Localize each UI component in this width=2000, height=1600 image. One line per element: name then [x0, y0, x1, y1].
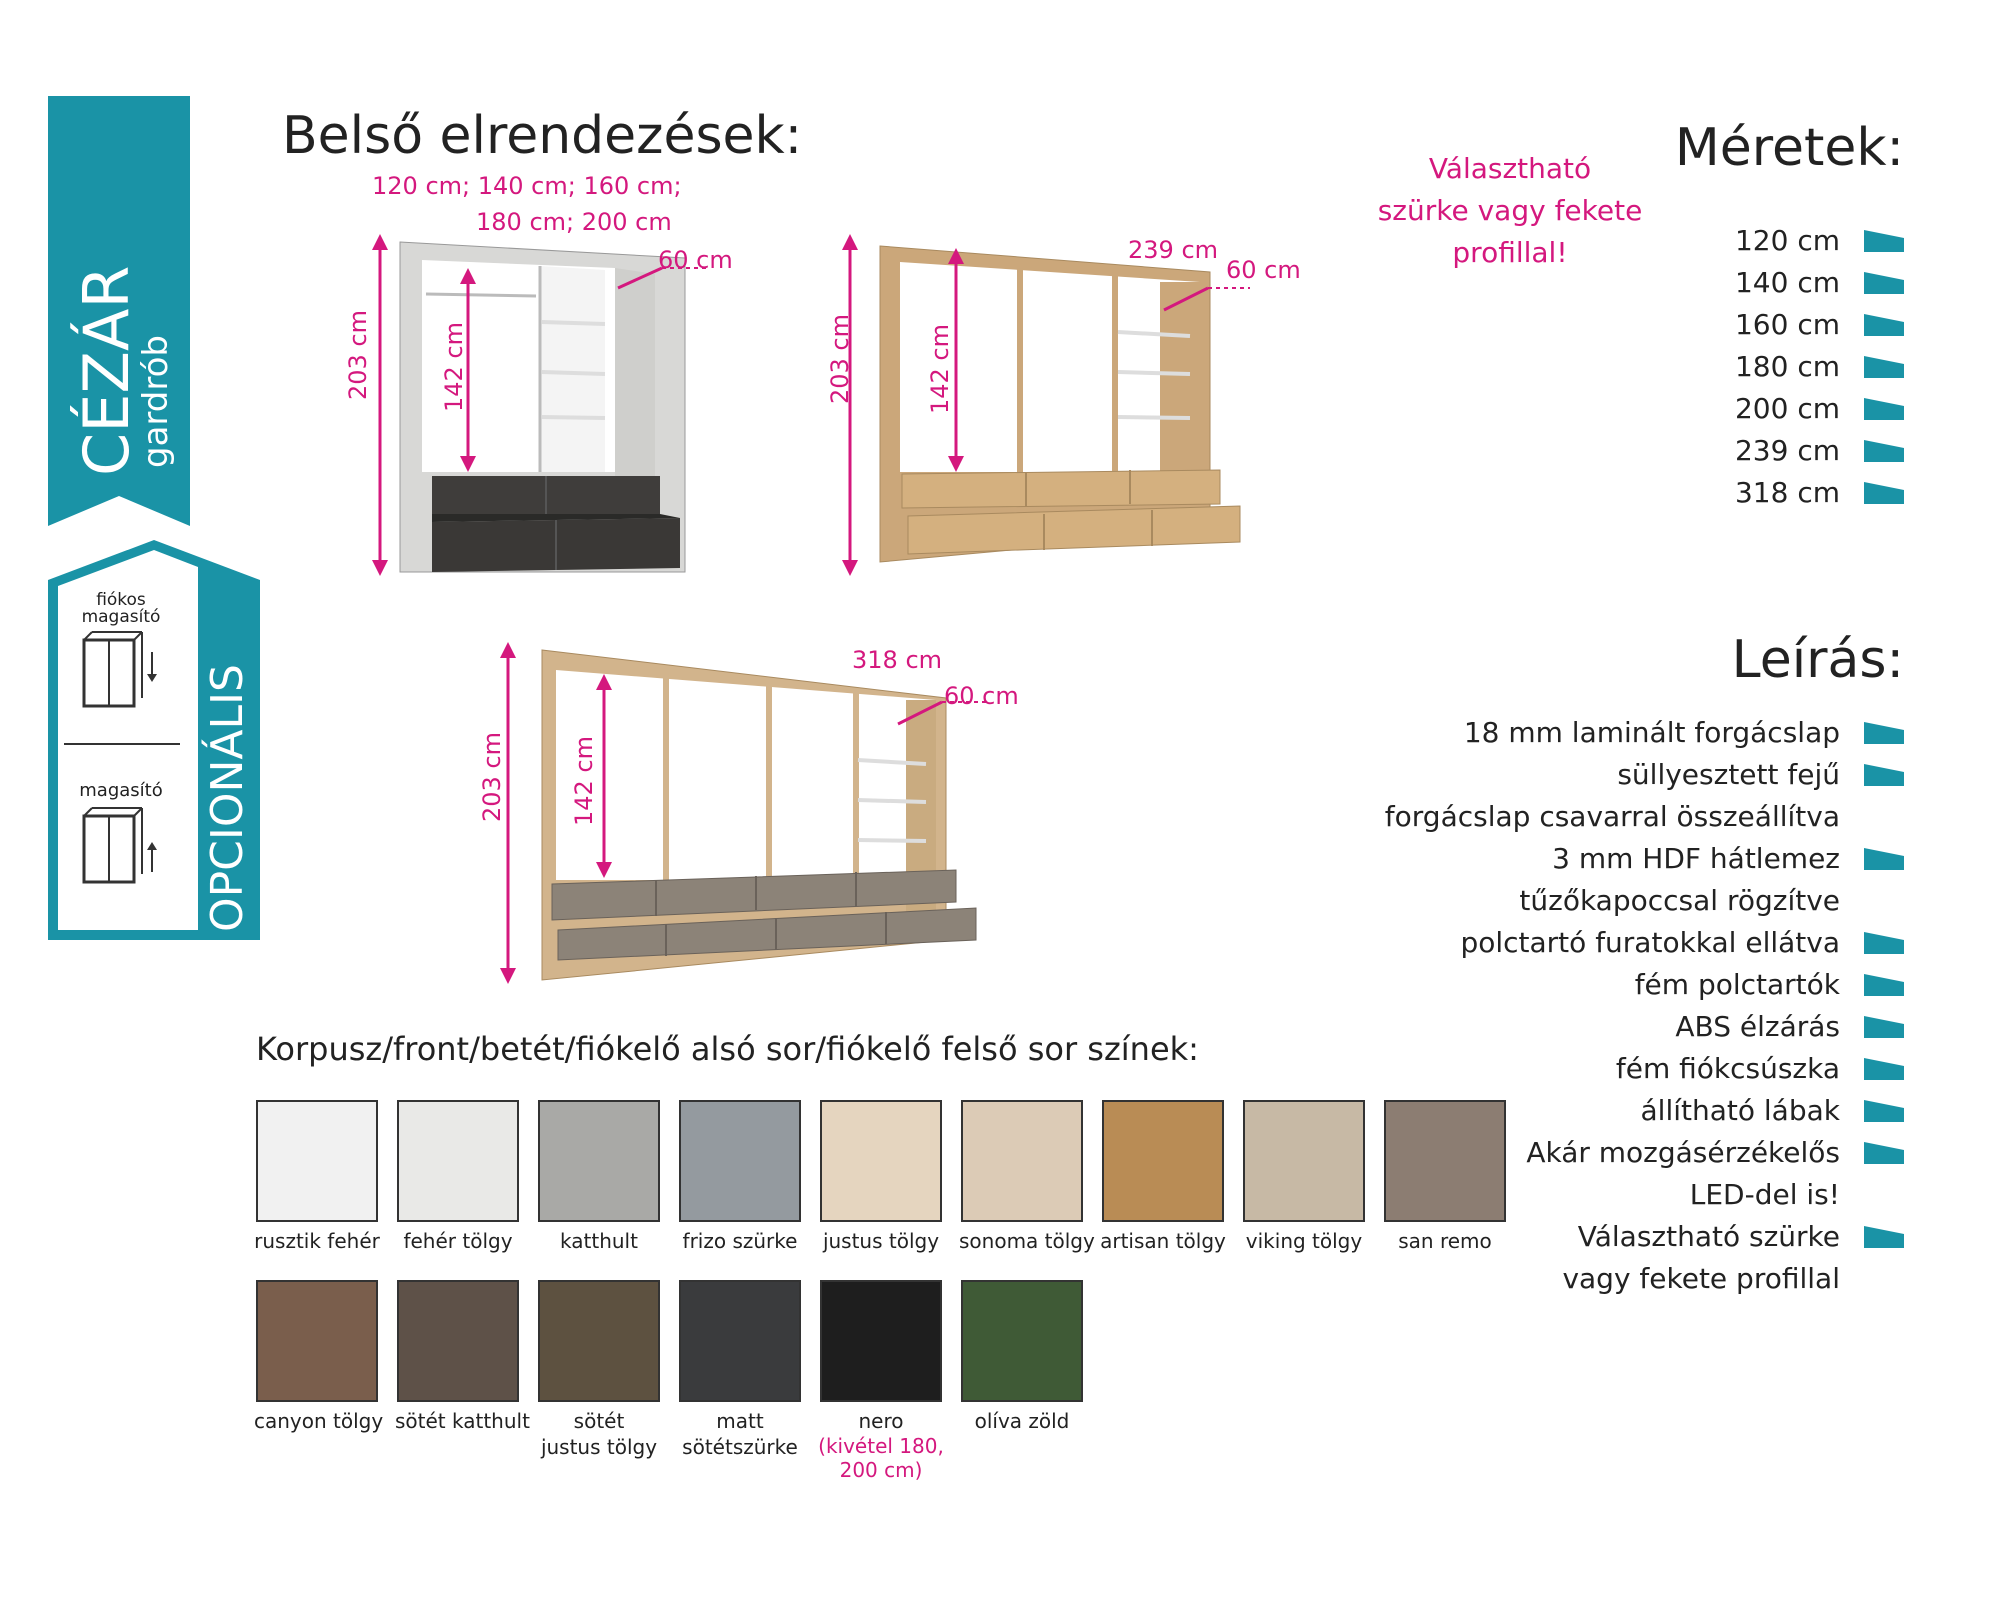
size-item: 140 cm: [1735, 262, 1904, 304]
w1-widths-line1: 120 cm; 140 cm; 160 cm;: [372, 172, 682, 200]
w3-inner-label: 142 cm: [570, 735, 598, 826]
swatch-label: canyon tölgy: [254, 1409, 384, 1433]
w3-width-label: 318 cm: [852, 646, 943, 674]
color-swatch: [818, 1280, 944, 1482]
teal-arrow-icon: [1864, 764, 1904, 786]
swatch-sample: [961, 1100, 1083, 1222]
wardrobe-2-illustration: [830, 232, 1250, 592]
teal-arrow-icon: [1864, 1016, 1904, 1038]
description-item: állítható lábak: [1385, 1090, 1904, 1132]
optional-panel: [48, 540, 260, 940]
teal-arrow-icon: [1864, 272, 1904, 294]
w2-height-label: 203 cm: [826, 313, 854, 404]
w3-depth-label: 60 cm: [944, 682, 1019, 710]
swatch-label-line2: sötétszürke: [682, 1435, 798, 1459]
optional-item-2-label: magasító: [79, 780, 163, 801]
w3-height-label: 203 cm: [478, 731, 506, 822]
teal-arrow-icon: [1864, 440, 1904, 462]
w2-inner-label: 142 cm: [926, 323, 954, 414]
size-item: 239 cm: [1735, 430, 1904, 472]
size-item: 200 cm: [1735, 388, 1904, 430]
description-item: tűzőkapoccsal rögzítve: [1519, 884, 1840, 917]
teal-arrow-icon: [1864, 1058, 1904, 1080]
description-item: vagy fekete profillal: [1562, 1262, 1840, 1295]
sizes-list: [1735, 220, 1904, 514]
w1-inner-label: 142 cm: [440, 321, 468, 412]
swatch-label: matt: [716, 1409, 764, 1433]
color-swatch: [395, 1280, 530, 1434]
description-item: 18 mm laminált forgácslap: [1385, 712, 1904, 754]
swatch-sample: [538, 1100, 660, 1222]
teal-arrow-icon: [1864, 398, 1904, 420]
color-swatch: [1100, 1100, 1226, 1254]
swatch-sample: [1384, 1100, 1506, 1222]
teal-arrow-icon: [1864, 848, 1904, 870]
color-swatches-row-2: [254, 1280, 1514, 1510]
swatch-sample: [538, 1280, 660, 1402]
w2-depth-label: 60 cm: [1226, 256, 1301, 284]
teal-arrow-icon: [1864, 1100, 1904, 1122]
swatch-label: sötét katthult: [395, 1409, 530, 1433]
description-item: ABS élzárás: [1385, 1006, 1904, 1048]
color-swatch: [959, 1280, 1085, 1434]
swatch-label: justus tölgy: [822, 1229, 940, 1253]
color-swatch: [818, 1100, 944, 1254]
optional-title: OPCIONÁLIS: [202, 664, 253, 932]
swatch-label: sonoma tölgy: [959, 1229, 1095, 1253]
teal-arrow-icon: [1864, 1226, 1904, 1248]
teal-arrow-icon: [1864, 314, 1904, 336]
swatch-label: fehér tölgy: [403, 1229, 513, 1253]
color-swatch: [677, 1280, 803, 1460]
teal-arrow-icon: [1864, 932, 1904, 954]
swatch-label: rusztik fehér: [254, 1229, 380, 1253]
size-item: 318 cm: [1735, 472, 1904, 514]
swatch-label: viking tölgy: [1245, 1229, 1363, 1253]
sizes-title: Méretek:: [1674, 118, 1904, 178]
description-item: forgácslap csavarral összeállítva: [1384, 800, 1840, 833]
size-item: 180 cm: [1735, 346, 1904, 388]
color-swatch: [1382, 1100, 1508, 1254]
swatch-label: frizo szürke: [682, 1229, 798, 1253]
swatch-sample: [397, 1100, 519, 1222]
swatch-sample: [397, 1280, 519, 1402]
color-swatch: [536, 1100, 662, 1254]
teal-arrow-icon: [1864, 1142, 1904, 1164]
swatch-sample: [256, 1100, 378, 1222]
swatch-sample: [1102, 1100, 1224, 1222]
description-item: fém polctartók: [1385, 964, 1904, 1006]
profile-note: Választható szürke vagy fekete profillal!: [1377, 152, 1643, 269]
description-item: 3 mm HDF hátlemez: [1385, 838, 1904, 880]
color-swatch: [254, 1280, 384, 1434]
color-swatch: [395, 1100, 521, 1254]
swatch-sample: [820, 1100, 942, 1222]
swatch-sample: [679, 1280, 801, 1402]
swatch-label-line2: justus tölgy: [540, 1435, 658, 1459]
teal-arrow-icon: [1864, 722, 1904, 744]
color-swatch: [254, 1100, 380, 1254]
optional-item-1-label: fiókos magasító: [81, 590, 161, 627]
swatch-label: artisan tölgy: [1100, 1229, 1226, 1253]
description-item: Választható szürke: [1385, 1216, 1904, 1258]
swatch-note: (kivétel 180, 200 cm): [818, 1434, 944, 1482]
brand-subtitle: gardrób: [136, 335, 176, 468]
swatch-label: sötét: [573, 1409, 625, 1433]
size-item: 120 cm: [1735, 220, 1904, 262]
color-swatches-row-1: [254, 1100, 1514, 1280]
description-item: polctartó furatokkal ellátva: [1385, 922, 1904, 964]
size-item: 160 cm: [1735, 304, 1904, 346]
layouts-title: Belső elrendezések:: [282, 106, 803, 166]
swatch-label: nero: [858, 1409, 904, 1433]
swatch-sample: [820, 1280, 942, 1402]
color-swatch: [536, 1280, 662, 1460]
brand-banner: [48, 96, 190, 526]
swatch-sample: [256, 1280, 378, 1402]
teal-arrow-icon: [1864, 974, 1904, 996]
teal-arrow-icon: [1864, 356, 1904, 378]
description-item: fém fiókcsúszka: [1385, 1048, 1904, 1090]
color-swatch: [677, 1100, 803, 1254]
swatch-sample: [961, 1280, 1083, 1402]
description-title: Leírás:: [1731, 630, 1904, 690]
w1-depth-label: 60 cm: [658, 246, 733, 274]
brand-title: CÉZÁR: [70, 265, 143, 476]
wardrobe-3-illustration: [486, 640, 986, 1000]
swatch-sample: [1243, 1100, 1365, 1222]
colors-title: Korpusz/front/betét/fiókelő alsó sor/fiókelő felső sor színek:: [256, 1030, 1199, 1068]
w2-width-label: 239 cm: [1128, 236, 1219, 264]
description-item: Akár mozgásérzékelős: [1385, 1132, 1904, 1174]
color-swatch: [1241, 1100, 1367, 1254]
color-swatch: [959, 1100, 1095, 1254]
swatch-label: san remo: [1398, 1229, 1492, 1253]
swatch-sample: [679, 1100, 801, 1222]
wardrobe-1-illustration: [350, 232, 710, 592]
w1-height-label: 203 cm: [344, 309, 372, 400]
teal-arrow-icon: [1864, 230, 1904, 252]
description-item: LED-del is!: [1689, 1178, 1840, 1211]
swatch-label: olíva zöld: [974, 1409, 1070, 1433]
w1-widths-line2: 180 cm; 200 cm: [476, 208, 672, 236]
description-item: süllyesztett fejű: [1385, 754, 1904, 796]
swatch-label: katthult: [560, 1229, 638, 1253]
teal-arrow-icon: [1864, 482, 1904, 504]
